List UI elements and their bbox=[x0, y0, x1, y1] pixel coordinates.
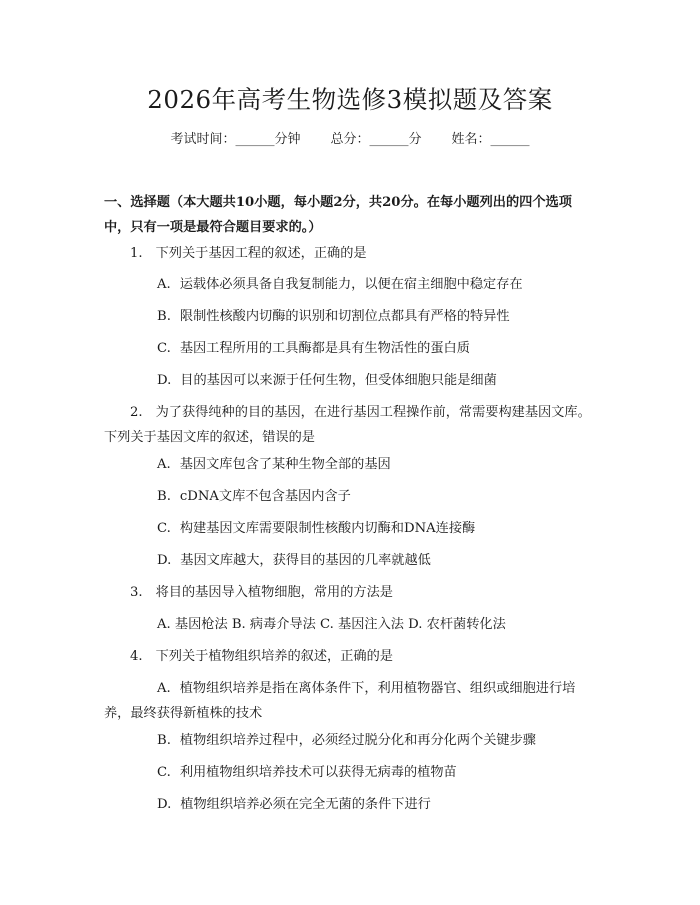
option-text: 植物组织培养过程中，必须经过脱分化和再分化两个关键步骤 bbox=[179, 733, 536, 748]
question-3-options: A. 基因枪法 B. 病毒介导法 C. 基因注入法 D. 农杆菌转化法 bbox=[157, 617, 506, 632]
question-2-option-d bbox=[157, 548, 594, 573]
option-text: 运载体必须具备自我复制能力，以便在宿主细胞中稳定存在 bbox=[179, 277, 523, 292]
option-letter: C. bbox=[157, 765, 171, 780]
option-letter: A. bbox=[157, 681, 171, 696]
question-4-stem bbox=[104, 644, 594, 669]
name-field: 姓名：______ bbox=[451, 132, 530, 147]
exam-meta bbox=[0, 130, 700, 150]
question-4-option-a bbox=[104, 676, 594, 726]
question-1-option-c bbox=[157, 336, 594, 361]
question-4-option-c bbox=[157, 760, 594, 785]
page-title: 2026年高考生物选修3模拟题及答案 bbox=[147, 85, 553, 114]
option-letter: B. bbox=[157, 733, 171, 748]
question-1-option-d bbox=[157, 368, 594, 393]
question-2-option-b bbox=[157, 484, 594, 509]
option-letter: B. bbox=[157, 309, 171, 324]
question-1-option-a bbox=[157, 272, 594, 297]
section-heading: 一、选择题（本大题共10小题，每小题2分，共20分。在每小题列出的四个选项中，只有一项是最符合题目要求的。） bbox=[104, 195, 572, 235]
question-text: 为了获得纯种的目的基因，在进行基因工程操作前，常需要构建基因文库。下列关于基因文库的叙述，错误的是 bbox=[104, 405, 591, 445]
option-letter: A. bbox=[157, 457, 171, 472]
option-text: 目的基因可以来源于任何生物，但受体细胞只能是细菌 bbox=[180, 373, 497, 388]
question-2-option-c bbox=[157, 516, 594, 541]
question-4-option-b bbox=[157, 728, 594, 753]
question-number: 4. bbox=[130, 649, 143, 664]
option-letter: D. bbox=[157, 373, 172, 388]
option-letter: C. bbox=[157, 341, 171, 356]
option-text: 植物组织培养是指在离体条件下，利用植物器官、组织或细胞进行培养，最终获得新植株的技术 bbox=[104, 681, 576, 721]
question-4-option-d bbox=[157, 792, 594, 817]
exam-time-field: 考试时间：______分钟 bbox=[170, 132, 301, 147]
question-number: 2. bbox=[130, 405, 143, 420]
question-text: 将目的基因导入植物细胞，常用的方法是 bbox=[155, 585, 393, 600]
option-text: 基因工程所用的工具酶都是具有生物活性的蛋白质 bbox=[179, 341, 470, 356]
option-text: 限制性核酸内切酶的识别和切割位点都具有严格的特异性 bbox=[179, 309, 510, 324]
option-text: cDNA文库不包含基因内含子 bbox=[179, 489, 351, 504]
option-text: 基因文库包含了某种生物全部的基因 bbox=[179, 457, 391, 472]
question-2-stem bbox=[104, 400, 594, 450]
question-1-option-b bbox=[157, 304, 594, 329]
question-number: 1. bbox=[130, 246, 143, 261]
question-text: 下列关于基因工程的叙述，正确的是 bbox=[155, 246, 367, 261]
option-text: 构建基因文库需要限制性核酸内切酶和DNA连接酶 bbox=[179, 521, 476, 536]
option-letter: C. bbox=[157, 521, 171, 536]
question-number: 3. bbox=[130, 585, 143, 600]
question-3-stem bbox=[104, 580, 594, 605]
option-text: 植物组织培养必须在完全无菌的条件下进行 bbox=[180, 797, 431, 812]
option-letter: B. bbox=[157, 489, 171, 504]
total-score-field: 总分：______分 bbox=[330, 132, 422, 147]
option-letter: D. bbox=[157, 553, 172, 568]
option-letter: D. bbox=[157, 797, 172, 812]
question-2-option-a bbox=[157, 452, 594, 477]
option-text: 利用植物组织培养技术可以获得无病毒的植物苗 bbox=[179, 765, 457, 780]
option-text: 基因文库越大，获得目的基因的几率就越低 bbox=[180, 553, 431, 568]
question-1-stem bbox=[104, 241, 594, 266]
question-text: 下列关于植物组织培养的叙述，正确的是 bbox=[155, 649, 393, 664]
option-letter: A. bbox=[157, 277, 171, 292]
